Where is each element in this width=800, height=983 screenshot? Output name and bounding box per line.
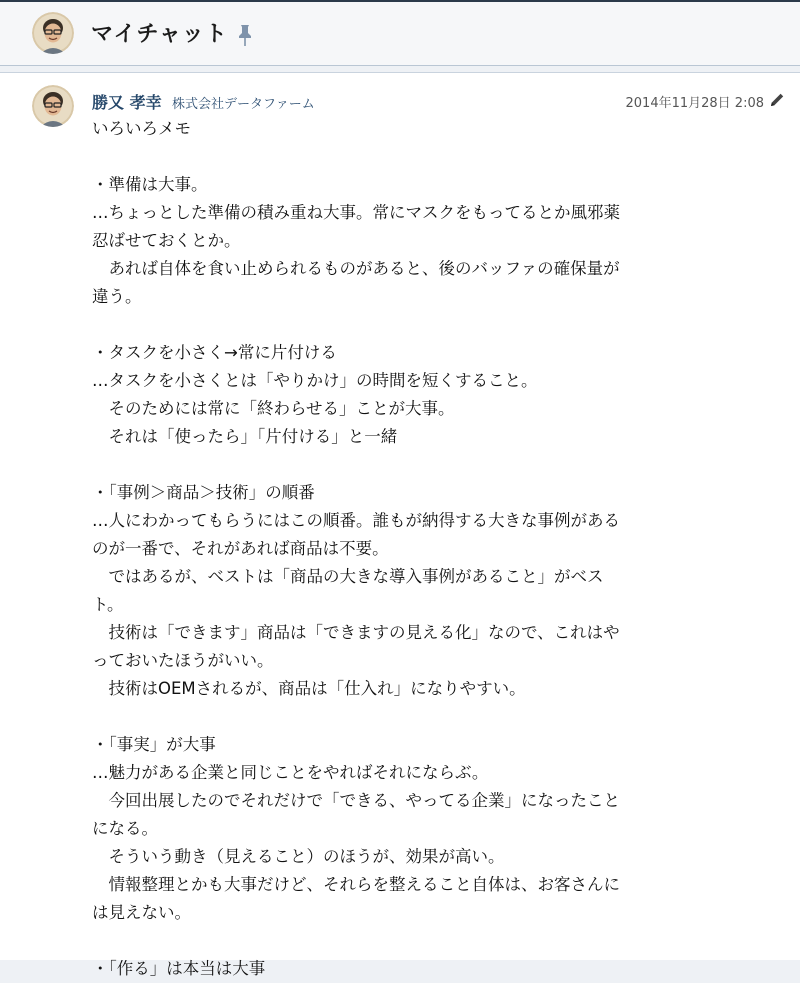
message-line: ・準備は大事。 — [92, 175, 208, 194]
message-line: ・「作る」は本当は大事 — [92, 959, 266, 978]
message-line — [92, 927, 698, 955]
message-line — [92, 451, 698, 479]
message-line: 忍ばせておくとか。 — [92, 231, 241, 250]
message-line: 情報整理とかも大事だけど、それらを整えること自体は、お客さんに — [92, 875, 620, 894]
page-title: マイチャット — [91, 22, 228, 47]
message-timestamp: 2014年11月28日 2:08 — [625, 96, 764, 111]
message-line: それは「使ったら」「片付ける」と一緒 — [92, 427, 398, 446]
message-panel — [0, 72, 800, 978]
message-line: …人にわかってもらうにはこの順番。誰もが納得する大きな事例がある — [92, 511, 620, 530]
message-line: ・タスクを小さく→常に片付ける — [92, 343, 337, 362]
message-line: 今回出展したのでそれだけで「できる、やってる企業」になったこと — [92, 791, 620, 810]
message-line: ト。 — [92, 595, 124, 614]
message-line: ではあるが、ベストは「商品の大きな導入事例があること」がベス — [92, 567, 604, 586]
message-line: ・「事例＞商品＞技術」の順番 — [92, 483, 315, 502]
pin-icon[interactable] — [236, 23, 254, 47]
message-line — [92, 143, 698, 171]
message-line: 技術はOEMされるが、商品は「仕入れ」になりやすい。 — [92, 679, 526, 698]
message-line: 技術は「できます」商品は「できますの見える化」なので、これはや — [92, 623, 620, 642]
message-line: あれば自体を食い止められるものがあると、後のバッファの確保量が — [92, 259, 620, 278]
chat-header — [0, 0, 800, 66]
message-line: になる。 — [92, 819, 158, 838]
author-organization: 株式会社データファーム — [172, 97, 315, 112]
message-line: …ちょっとした準備の積み重ね大事。常にマスクをもってるとか風邪薬 — [92, 203, 620, 222]
message-line: …タスクを小さくとは「やりかけ」の時間を短くすること。 — [92, 371, 538, 390]
message-line: いろいろメモ — [92, 119, 191, 138]
author-avatar[interactable] — [32, 85, 74, 127]
message-line: ・「事実」が大事 — [92, 735, 216, 754]
message-line — [92, 703, 698, 731]
chat-avatar[interactable] — [32, 12, 74, 54]
message-line: は見えない。 — [92, 903, 191, 922]
message-line — [92, 311, 698, 339]
pencil-icon[interactable] — [768, 91, 786, 109]
message-line: 違う。 — [92, 287, 142, 306]
message-line: そういう動き（見えること）のほうが、効果が高い。 — [92, 847, 505, 866]
message-line: …魅力がある企業と同じことをやればそれにならぶ。 — [92, 763, 489, 782]
message-line: のが一番で、それがあれば商品は不要。 — [92, 539, 389, 558]
message-line: っておいたほうがいい。 — [92, 651, 274, 670]
message-body — [92, 115, 698, 983]
message-line: そのためには常に「終わらせる」ことが大事。 — [92, 399, 455, 418]
author-name[interactable]: 勝又 孝幸 — [92, 93, 162, 112]
